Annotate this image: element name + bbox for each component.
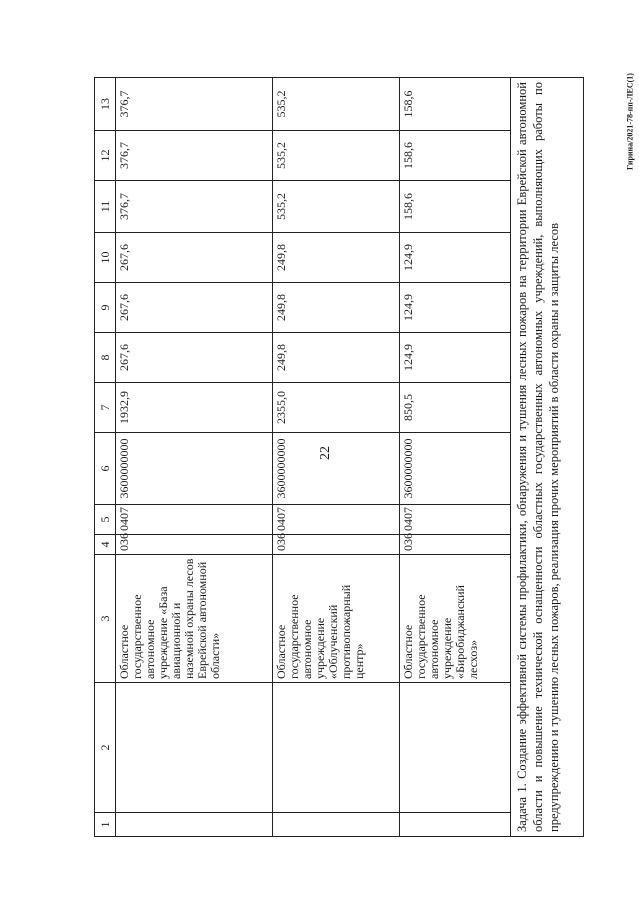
organization-name: Областное государственное автономное учреждение «Облученский противопожарный центр» <box>273 555 400 683</box>
row-cell-col2 <box>116 683 273 813</box>
year-amount-col13: 158,6 <box>400 78 511 131</box>
column-number: 11 <box>95 181 116 233</box>
total-amount: 1932,9 <box>116 383 273 433</box>
year-amount-col12: 376,7 <box>116 131 273 181</box>
column-number: 12 <box>95 131 116 181</box>
target-article-code: 3600000000 <box>400 433 511 505</box>
budget-table-sheet <box>94 78 587 837</box>
row-cell-col2 <box>400 683 511 813</box>
year-amount-col9: 249,8 <box>273 283 400 333</box>
year-amount-col9: 124,9 <box>400 283 511 333</box>
year-amount-col8: 249,8 <box>273 333 400 383</box>
column-number-header <box>95 78 116 837</box>
task-description: Задача 1. Создание эффективной системы профилактики, обнаружения и тушения лесных пожаров на территории Еврейской автономной области и повышение технической оснащенности областных государственных автономных учреждений, выполняющих работы по предупреждению и тушению лесных пожаров, реализация прочих мероприятий в области охраны и защиты лесов <box>511 78 584 837</box>
year-amount-col12: 535,2 <box>273 131 400 181</box>
total-amount: 2355,0 <box>273 383 400 433</box>
budget-table <box>94 77 584 837</box>
year-amount-col13: 535,2 <box>273 78 400 131</box>
column-number: 8 <box>95 333 116 383</box>
page-number: 22 <box>318 446 333 460</box>
column-number: 10 <box>95 233 116 283</box>
year-amount-col9: 267,6 <box>116 283 273 333</box>
column-number: 3 <box>95 555 116 683</box>
table-row <box>116 78 273 837</box>
year-amount-col11: 158,6 <box>400 181 511 233</box>
year-amount-col10: 249,8 <box>273 233 400 283</box>
year-amount-col11: 535,2 <box>273 181 400 233</box>
year-amount-col8: 124,9 <box>400 333 511 383</box>
year-amount-col10: 267,6 <box>116 233 273 283</box>
column-number: 7 <box>95 383 116 433</box>
column-number: 4 <box>95 535 116 555</box>
year-amount-col8: 267,6 <box>116 333 273 383</box>
column-number: 13 <box>95 78 116 131</box>
ministry-code: 036 <box>116 535 273 555</box>
column-number: 2 <box>95 683 116 813</box>
column-number: 9 <box>95 283 116 333</box>
section-code: 0407 <box>273 505 400 535</box>
ministry-code: 036 <box>400 535 511 555</box>
column-number: 1 <box>95 813 116 837</box>
row-cell-col1 <box>400 813 511 837</box>
task-row <box>511 78 584 837</box>
total-amount: 850,5 <box>400 383 511 433</box>
row-cell-col2 <box>273 683 400 813</box>
table-row <box>273 78 400 837</box>
year-amount-col13: 376,7 <box>116 78 273 131</box>
organization-name: Областное государственное автономное учреждение «Биробиджанский лесхоз» <box>400 555 511 683</box>
target-article-code: 3600000000 <box>116 433 273 505</box>
document-id: Гирина/2021-78-пп-ЛЕС(1) <box>625 73 635 170</box>
year-amount-col12: 158,6 <box>400 131 511 181</box>
target-article-code: 3600000000 <box>273 433 400 505</box>
organization-name: Областное государственное автономное учреждение «База авиационной и наземной охраны лесов Еврейской автономной области» <box>116 555 273 683</box>
column-number: 6 <box>95 433 116 505</box>
column-number: 5 <box>95 505 116 535</box>
row-cell-col1 <box>116 813 273 837</box>
section-code: 0407 <box>400 505 511 535</box>
year-amount-col11: 376,7 <box>116 181 273 233</box>
row-cell-col1 <box>273 813 400 837</box>
ministry-code: 036 <box>273 535 400 555</box>
table-row <box>400 78 511 837</box>
section-code: 0407 <box>116 505 273 535</box>
year-amount-col10: 124,9 <box>400 233 511 283</box>
